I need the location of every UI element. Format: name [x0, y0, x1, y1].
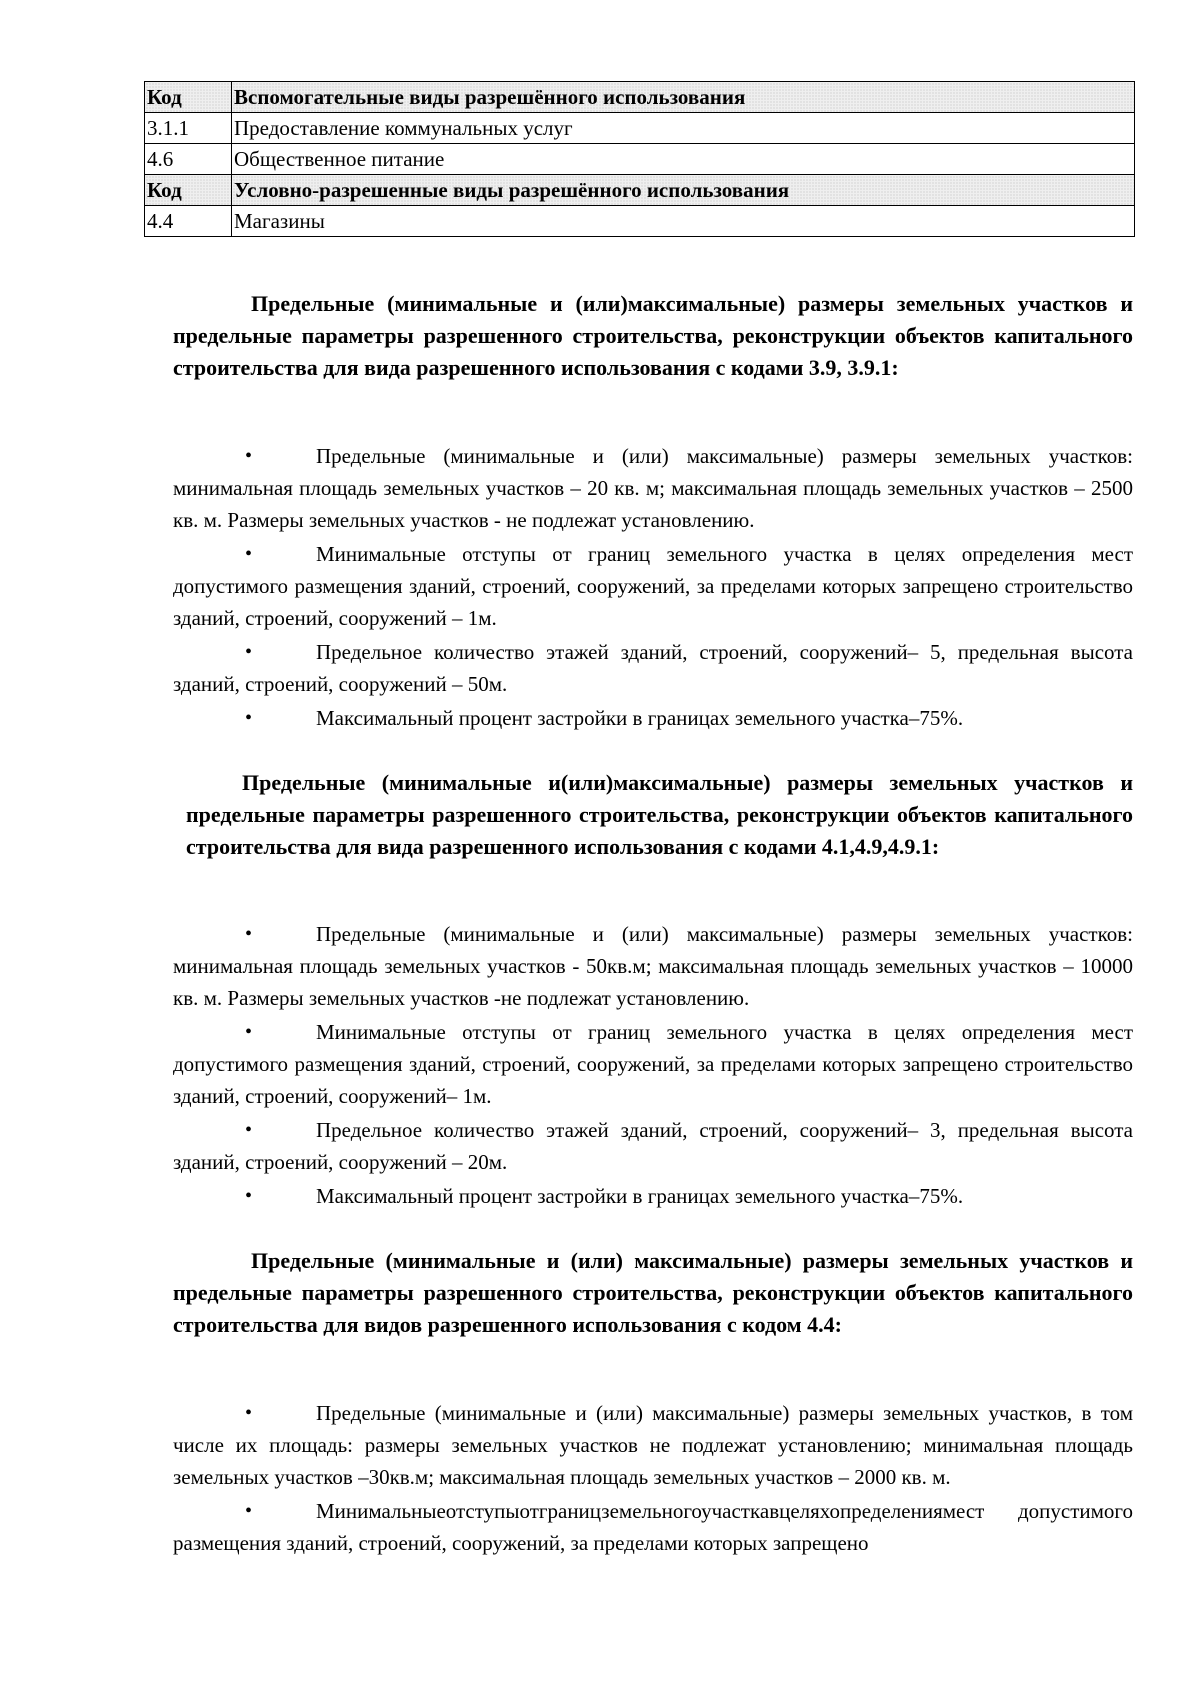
- bullet-icon: •: [245, 445, 253, 467]
- list-item: [173, 702, 1133, 734]
- auxiliary-uses-header: Вспомогательные виды разрешённого использования: [232, 82, 1135, 113]
- section-heading-3-9: Предельные (минимальные и (или)максимальные) размеры земельных участков и предельные параметры разрешенного строительства, реконструкции объектов капитального строительства для вида разрешенного использования с кодами 3.9, 3.9.1:: [173, 291, 1133, 380]
- list-item: [173, 538, 1133, 634]
- list-item: [173, 1495, 1133, 1559]
- code-cell: 4.6: [145, 144, 232, 175]
- list-item: [173, 440, 1133, 536]
- table-header-row: [145, 82, 1135, 113]
- list-item: [173, 636, 1133, 700]
- bullet-icon: •: [245, 641, 253, 663]
- list-item-text: Предельное количество этажей зданий, строений, сооружений– 3, предельная высота зданий, строений, сооружений – 20м.: [173, 1118, 1133, 1174]
- list-item: [173, 1397, 1133, 1493]
- land-use-codes-table: [144, 81, 1135, 237]
- code-cell: 3.1.1: [145, 113, 232, 144]
- use-name-cell: Магазины: [232, 206, 1135, 237]
- code-header: Код: [145, 175, 232, 206]
- bullet-icon: •: [245, 1185, 253, 1207]
- list-item-text: Предельные (минимальные и (или) максимальные) размеры земельных участков: минимальная площадь земельных участков - 50кв.м; максимальная площадь земельных участков – 10000 кв. м. Размеры земельных участков -не подлежат установлению.: [173, 922, 1133, 1010]
- table-row: [145, 206, 1135, 237]
- list-item: [173, 1114, 1133, 1178]
- table-header-row: [145, 175, 1135, 206]
- section-list-4-4: [173, 1397, 1133, 1561]
- section-list-4-1: [173, 918, 1133, 1214]
- section-heading-4-1: Предельные (минимальные и(или)максимальные) размеры земельных участков и предельные параметры разрешенного строительства, реконструкции объектов капитального строительства для вида разрешенного использования с кодами 4.1,4.9,4.9.1:: [186, 770, 1133, 859]
- bullet-icon: •: [245, 1402, 253, 1424]
- bullet-icon: •: [245, 543, 253, 565]
- bullet-icon: •: [245, 923, 253, 945]
- table-row: [145, 144, 1135, 175]
- list-item-text: Предельное количество этажей зданий, строений, сооружений– 5, предельная высота зданий, строений, сооружений – 50м.: [173, 640, 1133, 696]
- section-heading-4-4: Предельные (минимальные и (или) максимальные) размеры земельных участков и предельные параметры разрешенного строительства, реконструкции объектов капитального строительства для видов разрешенного использования с кодом 4.4:: [173, 1248, 1133, 1337]
- use-name-cell: Предоставление коммунальных услуг: [232, 113, 1135, 144]
- list-item-text: Предельные (минимальные и (или) максимальные) размеры земельных участков: минимальная площадь земельных участков – 20 кв. м; максимальная площадь земельных участков – 2500 кв. м. Размеры земельных участков - не подлежат установлению.: [173, 444, 1133, 532]
- bullet-icon: •: [245, 1021, 253, 1043]
- list-item: [173, 918, 1133, 1014]
- table-row: [145, 113, 1135, 144]
- list-item-text: Минимальные отступы от границ земельного участка в целях определения мест допустимого размещения зданий, строений, сооружений, за пределами которых запрещено строительство зданий, строений, сооружений – 1м.: [173, 542, 1133, 630]
- conditional-uses-header: Условно-разрешенные виды разрешённого использования: [232, 175, 1135, 206]
- code-cell: 4.4: [145, 206, 232, 237]
- bullet-icon: •: [245, 707, 253, 729]
- bullet-icon: •: [245, 1500, 253, 1522]
- list-item-text: Минимальныеотступыотграницземельногоучасткавцеляхопределениямест допустимого размещения зданий, строений, сооружений, за пределами которых запрещено: [173, 1499, 1133, 1555]
- list-item: [173, 1016, 1133, 1112]
- list-item-text: Предельные (минимальные и (или) максимальные) размеры земельных участков, в том числе их площадь: размеры земельных участков не подлежат установлению; минимальная площадь земельных участков –30кв.м; максимальная площадь земельных участков – 2000 кв. м.: [173, 1401, 1133, 1489]
- use-name-cell: Общественное питание: [232, 144, 1135, 175]
- list-item-text: Минимальные отступы от границ земельного участка в целях определения мест допустимого размещения зданий, строений, сооружений, за пределами которых запрещено строительство зданий, строений, сооружений– 1м.: [173, 1020, 1133, 1108]
- code-header: Код: [145, 82, 232, 113]
- list-item: [173, 1180, 1133, 1212]
- list-item-text: Максимальный процент застройки в границах земельного участка–75%.: [316, 1184, 964, 1208]
- section-list-3-9: [173, 440, 1133, 736]
- list-item-text: Максимальный процент застройки в границах земельного участка–75%.: [316, 706, 964, 730]
- bullet-icon: •: [245, 1119, 253, 1141]
